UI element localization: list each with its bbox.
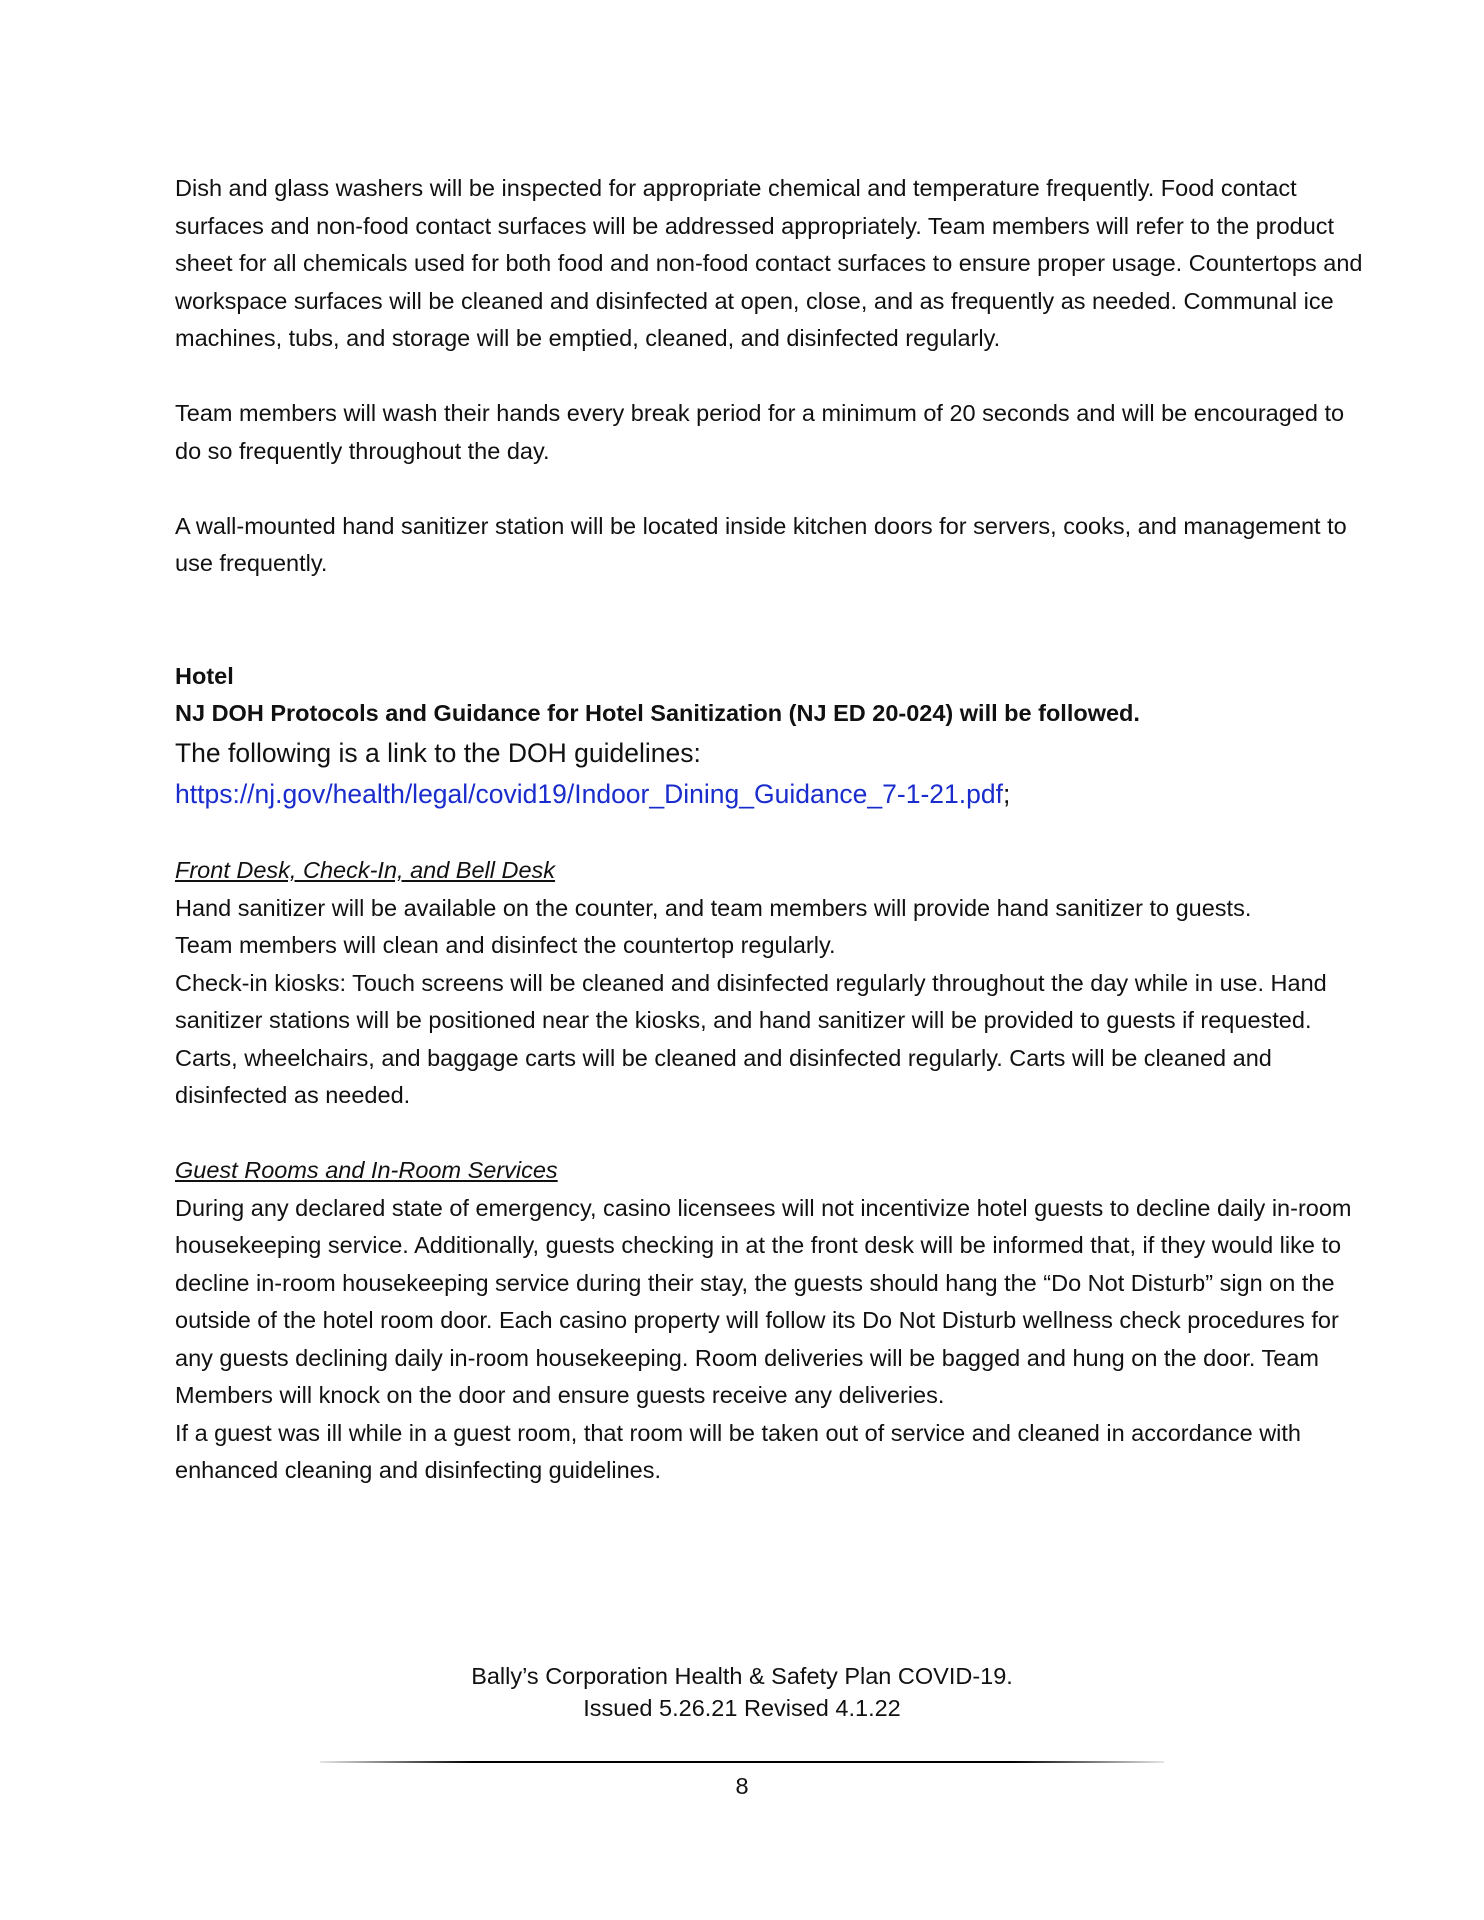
guest-rooms-paragraph-1: During any declared state of emergency, casino licensees will not incentivize hotel guests to decline daily in-room housekeeping service. Additionally, guests checking in at the front desk will be informed that, if they would like to decline in-room housekeeping service during their stay, the guests should hang the “Do Not Disturb” sign on the outside of the hotel room door. Each casino property will follow its Do Not Disturb wellness check procedures for any guests declining daily in-room housekeeping. Room deliveries will be bagged and hung on the door. Team Members will knock on the door and ensure guests receive any deliveries. xyxy=(175,1194,1352,1408)
page-footer xyxy=(0,1660,1484,1724)
paragraph-hand-sanitizer: A wall-mounted hand sanitizer station will be located inside kitchen doors for servers, cooks, and management to use frequently. xyxy=(175,512,1347,576)
front-desk-line-1: Hand sanitizer will be available on the counter, and team members will provide hand sanitizer to guests. xyxy=(175,894,1252,921)
footer-revision: Issued 5.26.21 Revised 4.1.22 xyxy=(583,1695,901,1721)
front-desk-line-3: Check-in kiosks: Touch screens will be cleaned and disinfected regularly throughout the day while in use. Hand sanitizer stations will be positioned near the kiosks, and hand sanitizer will be provided to guests if requested. xyxy=(175,969,1327,1033)
front-desk-line-2: Team members will clean and disinfect the countertop regularly. xyxy=(175,932,836,958)
guest-rooms-paragraph-2: If a guest was ill while in a guest room, that room will be taken out of service and cleaned in accordance with enhanced cleaning and disinfecting guidelines. xyxy=(175,1419,1301,1483)
footer-title: Bally’s Corporation Health & Safety Plan COVID-19. xyxy=(471,1663,1013,1689)
guest-rooms-title: Guest Rooms and In-Room Services xyxy=(175,1157,558,1183)
spacer xyxy=(175,815,1370,853)
link-line xyxy=(175,774,1370,815)
link-suffix: ; xyxy=(1002,778,1011,809)
spacer xyxy=(175,1115,1370,1153)
paragraph-hand-washing: Team members will wash their hands every break period for a minimum of 20 seconds and will be encouraged to do so frequently throughout the day. xyxy=(175,400,1345,464)
hotel-subheading: NJ DOH Protocols and Guidance for Hotel Sanitization (NJ ED 20-024) will be followed. xyxy=(175,700,1140,726)
front-desk-title: Front Desk, Check-In, and Bell Desk xyxy=(175,857,556,883)
doh-guidelines-link[interactable]: https://nj.gov/health/legal/covid19/Indoor_Dining_Guidance_7-1-21.pdf xyxy=(175,778,1003,809)
link-intro: The following is a link to the DOH guidelines: xyxy=(175,737,701,768)
front-desk-line-4: Carts, wheelchairs, and baggage carts will be cleaned and disinfected regularly. Carts will be cleaned and disinfected as needed. xyxy=(175,1044,1272,1108)
spacer xyxy=(175,470,1370,508)
page-number: 8 xyxy=(735,1773,749,1799)
paragraph-dish-washers: Dish and glass washers will be inspected for appropriate chemical and temperature frequently. Food contact surfaces and non-food contact surfaces will be addressed appropriately. Team members will refer to the product sheet for all chemicals used for both food and non-food contact surfaces to ensure proper usage. Countertops and workspace surfaces will be cleaned and disinfected at open, close, and as frequently as needed. Communal ice machines, tubs, and storage will be emptied, cleaned, and disinfected regularly. xyxy=(175,175,1363,351)
hotel-heading: Hotel xyxy=(175,662,234,689)
spacer xyxy=(175,583,1370,658)
spacer xyxy=(175,358,1370,396)
page-content xyxy=(175,170,1370,1490)
footer-divider xyxy=(320,1761,1164,1763)
